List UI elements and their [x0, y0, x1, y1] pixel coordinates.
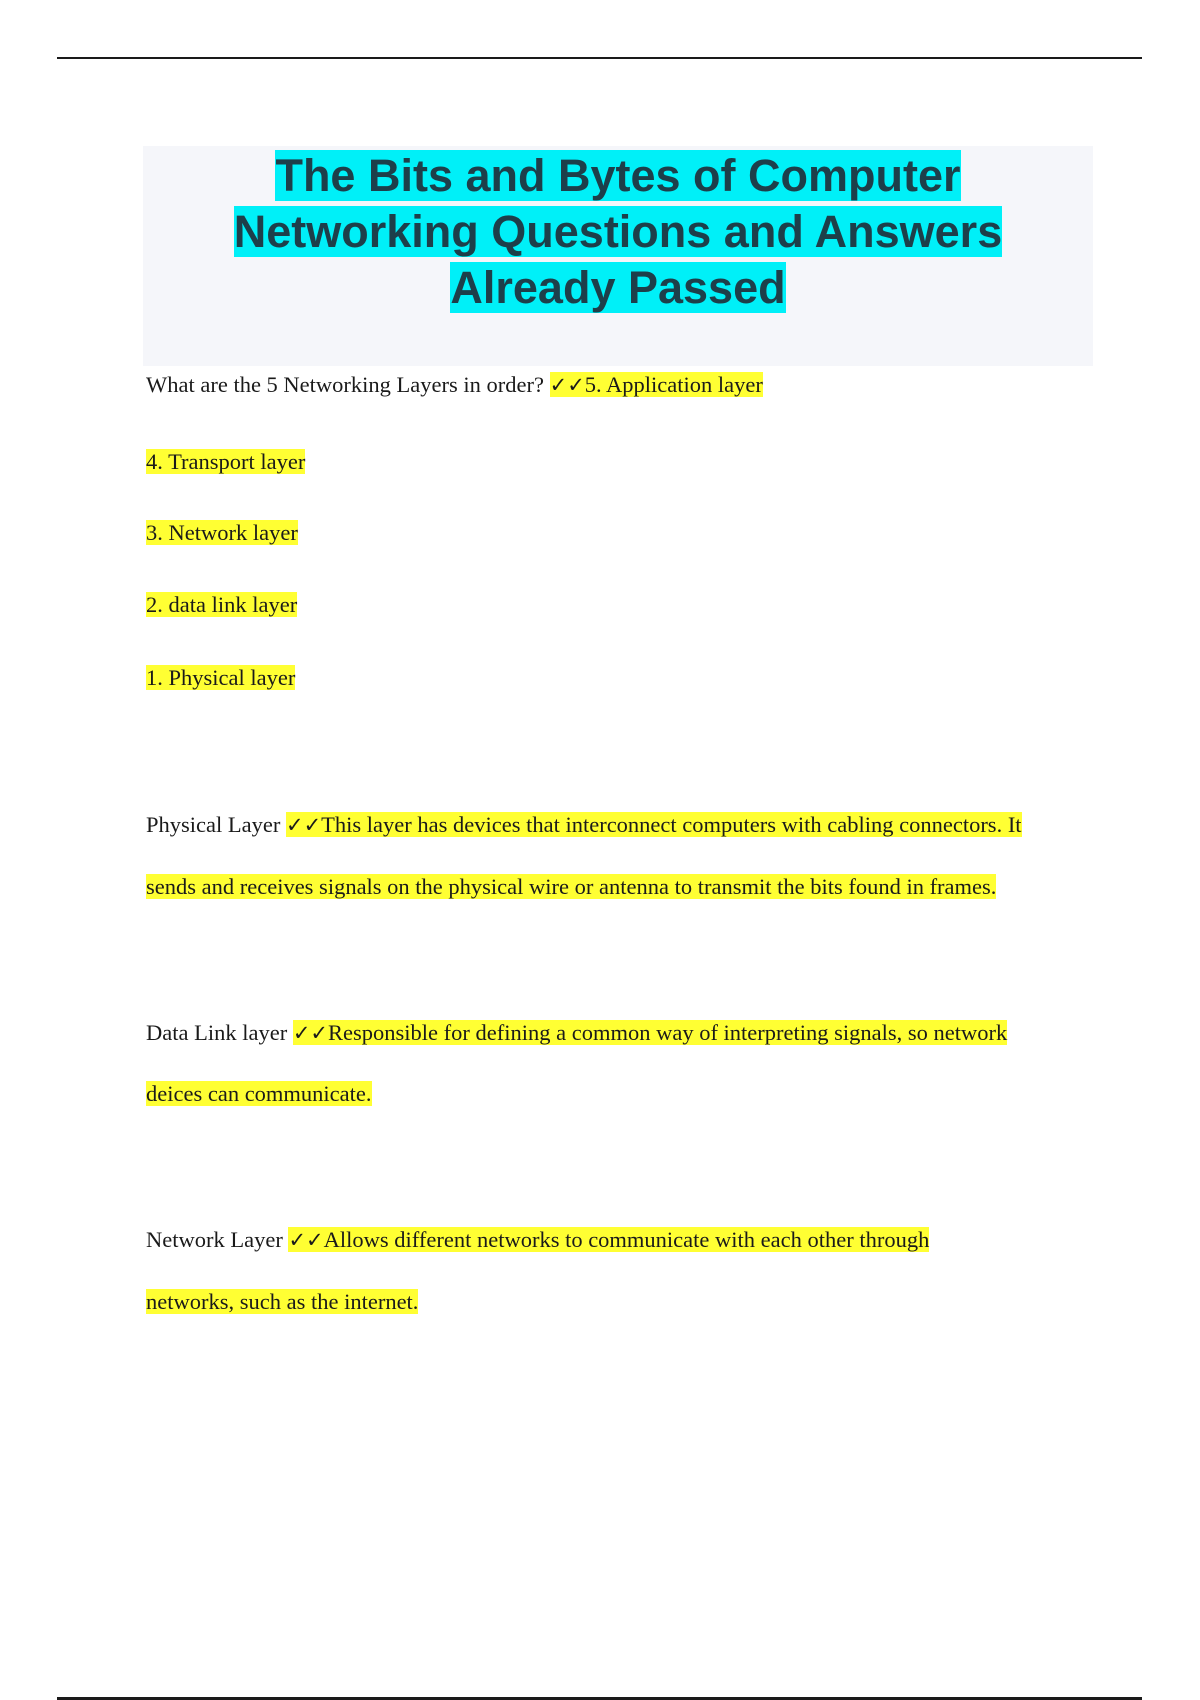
- q2-answer-continued: [146, 872, 996, 902]
- q3-answer-continued: [146, 1079, 372, 1109]
- q4-answer-line2: networks, such as the internet.: [146, 1289, 419, 1314]
- q3-line: [146, 1018, 1007, 1048]
- q3-answer-line2: deices can communicate.: [146, 1081, 372, 1106]
- q4-answer-continued: [146, 1287, 418, 1317]
- q4-line: [146, 1225, 929, 1255]
- title-block: [143, 146, 1093, 366]
- title-line-3: Already Passed: [450, 262, 786, 313]
- q2-question: Physical Layer: [146, 812, 281, 837]
- q2-answer-line2: sends and receives signals on the physical wire or antenna to transmit the bits found in frames.: [146, 874, 997, 899]
- q1-answer-datalink: 2. data link layer: [146, 592, 298, 617]
- q2-answer-line1: This layer has devices that interconnect computers with cabling connectors. It: [321, 812, 1022, 837]
- q1-answer-line: [146, 590, 297, 620]
- check-icon: ✓✓: [288, 1228, 324, 1252]
- document-title: [143, 146, 1093, 316]
- q3-question: Data Link layer: [146, 1020, 288, 1045]
- check-icon: ✓✓: [292, 1021, 329, 1045]
- title-line-1: The Bits and Bytes of Computer: [275, 150, 961, 201]
- q1-answer-network: 3. Network layer: [146, 520, 298, 545]
- header-rule: [57, 57, 1142, 59]
- q1-answer-line: [146, 518, 298, 548]
- q1-question: What are the 5 Networking Layers in order?: [146, 372, 544, 397]
- q3-answer-line1: Responsible for defining a common way of interpreting signals, so network: [328, 1020, 1008, 1045]
- q1-answer-transport: 4. Transport layer: [146, 449, 306, 474]
- check-icon: ✓✓: [285, 813, 322, 837]
- q1-answer-line: [146, 663, 295, 693]
- q2-line: [146, 810, 1022, 840]
- check-icon: ✓✓: [549, 373, 585, 397]
- q1-answer-physical: 1. Physical layer: [146, 665, 296, 690]
- q1-line: [146, 370, 763, 400]
- q4-question: Network Layer: [146, 1227, 283, 1252]
- q4-answer-line1: Allows different networks to communicate with each other through: [323, 1227, 930, 1252]
- title-line-2: Networking Questions and Answers: [233, 206, 1003, 257]
- q1-answer-first: 5. Application layer: [584, 372, 763, 397]
- q1-answer-line: [146, 447, 305, 477]
